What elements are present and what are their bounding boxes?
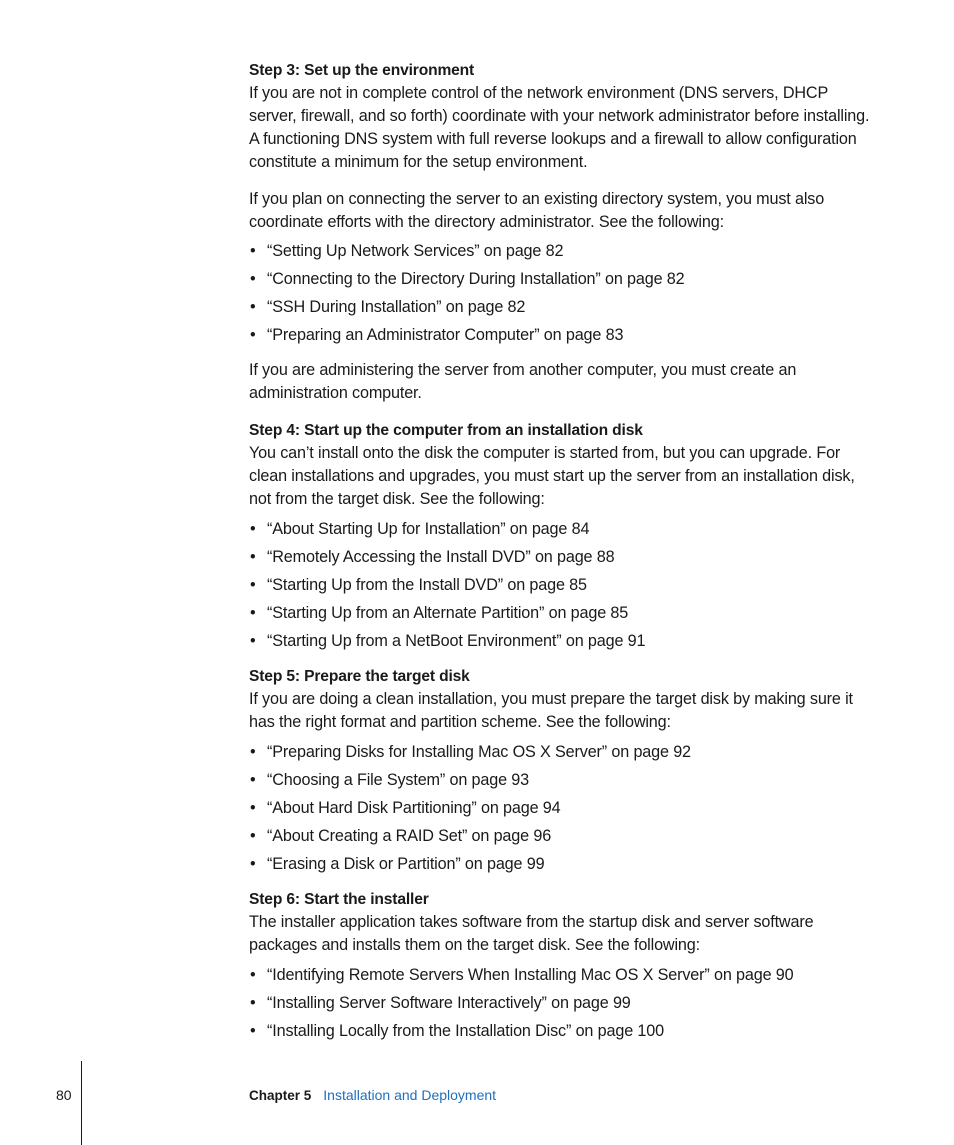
list-item[interactable] xyxy=(249,268,879,291)
bullet-icon: • xyxy=(250,242,256,260)
bullet-icon: • xyxy=(250,548,256,566)
list-item[interactable] xyxy=(249,296,879,319)
list-item-text: “Erasing a Disk or Partition” on page 99 xyxy=(267,855,545,873)
list-item-text: “Setting Up Network Services” on page 82 xyxy=(267,242,564,260)
list-item[interactable] xyxy=(249,546,879,569)
step-6-paragraph-1: The installer application takes software from the startup disk and server software packages and installs them on the target disk. See the following: xyxy=(249,913,814,954)
bullet-icon: • xyxy=(250,520,256,538)
list-item[interactable] xyxy=(249,574,879,597)
bullet-icon: • xyxy=(250,270,256,288)
list-item[interactable] xyxy=(249,992,879,1015)
list-item[interactable] xyxy=(249,964,879,987)
step-4-bullet-list xyxy=(249,518,879,653)
section-step-3 xyxy=(249,59,879,405)
page-number: 80 xyxy=(56,1087,72,1103)
list-item-text: “Starting Up from an Alternate Partition” on page 85 xyxy=(267,604,629,622)
list-item-text: “Starting Up from a NetBoot Environment” on page 91 xyxy=(267,632,646,650)
list-item[interactable] xyxy=(249,630,879,653)
list-item-text: “Installing Locally from the Installation Disc” on page 100 xyxy=(267,1022,664,1040)
bullet-icon: • xyxy=(250,966,256,984)
step-3-bullet-list xyxy=(249,240,879,347)
bullet-icon: • xyxy=(250,632,256,650)
bullet-icon: • xyxy=(250,298,256,316)
list-item-text: “About Hard Disk Partitioning” on page 94 xyxy=(267,799,561,817)
step-5-bullet-list xyxy=(249,741,879,876)
bullet-icon: • xyxy=(250,1022,256,1040)
list-item-text: “Installing Server Software Interactively” on page 99 xyxy=(267,994,631,1012)
step-3-paragraph-3: If you are administering the server from another computer, you must create an administration computer. xyxy=(249,361,797,402)
list-item-text: “Identifying Remote Servers When Installing Mac OS X Server” on page 90 xyxy=(267,966,794,984)
section-step-6 xyxy=(249,888,879,1043)
section-step-4 xyxy=(249,419,879,653)
list-item-text: “Connecting to the Directory During Installation” on page 82 xyxy=(267,270,685,288)
list-item-text: “Preparing an Administrator Computer” on page 83 xyxy=(267,326,624,344)
list-item[interactable] xyxy=(249,797,879,820)
step-5-heading: Step 5: Prepare the target disk xyxy=(249,668,470,685)
step-3-paragraph-1: If you are not in complete control of the network environment (DNS servers, DHCP server, firewall, and so forth) coordinate with your network administrator before installing. A functioning DNS system with full reverse lookups and a firewall to allow configuration constitute a minimum for the setup environment. xyxy=(249,84,870,171)
list-item-text: “About Creating a RAID Set” on page 96 xyxy=(267,827,552,845)
bullet-icon: • xyxy=(250,855,256,873)
list-item[interactable] xyxy=(249,324,879,347)
chapter-label: Chapter 5 xyxy=(249,1088,312,1103)
footer-divider xyxy=(81,1061,82,1145)
list-item[interactable] xyxy=(249,853,879,876)
list-item-text: “SSH During Installation” on page 82 xyxy=(267,298,526,316)
bullet-icon: • xyxy=(250,994,256,1012)
step-3-heading: Step 3: Set up the environment xyxy=(249,62,475,79)
step-6-heading: Step 6: Start the installer xyxy=(249,891,429,908)
chapter-title-link[interactable]: Installation and Deployment xyxy=(323,1087,497,1103)
list-item-text: “Choosing a File System” on page 93 xyxy=(267,771,529,789)
list-item[interactable] xyxy=(249,240,879,263)
section-step-5 xyxy=(249,665,879,876)
step-4-paragraph-1: You can’t install onto the disk the computer is started from, but you can upgrade. For clean installations and upgrades, you must start up the server from an installation disk, not from the target disk. See the following: xyxy=(249,444,855,508)
list-item-text: “About Starting Up for Installation” on page 84 xyxy=(267,520,590,538)
list-item-text: “Starting Up from the Install DVD” on page 85 xyxy=(267,576,587,594)
bullet-icon: • xyxy=(250,827,256,845)
list-item-text: “Preparing Disks for Installing Mac OS X Server” on page 92 xyxy=(267,743,691,761)
list-item[interactable] xyxy=(249,741,879,764)
step-3-paragraph-2: If you plan on connecting the server to an existing directory system, you must also coordinate efforts with the directory administrator. See the following: xyxy=(249,190,825,231)
footer-chapter xyxy=(249,1087,496,1103)
bullet-icon: • xyxy=(250,576,256,594)
list-item-text: “Remotely Accessing the Install DVD” on page 88 xyxy=(267,548,615,566)
bullet-icon: • xyxy=(250,326,256,344)
list-item[interactable] xyxy=(249,1020,879,1043)
list-item[interactable] xyxy=(249,769,879,792)
list-item[interactable] xyxy=(249,602,879,625)
list-item[interactable] xyxy=(249,825,879,848)
bullet-icon: • xyxy=(250,799,256,817)
step-4-heading: Step 4: Start up the computer from an installation disk xyxy=(249,422,643,439)
bullet-icon: • xyxy=(250,743,256,761)
step-6-bullet-list xyxy=(249,964,879,1043)
page-body xyxy=(249,59,879,1055)
list-item[interactable] xyxy=(249,518,879,541)
bullet-icon: • xyxy=(250,771,256,789)
bullet-icon: • xyxy=(250,604,256,622)
step-5-paragraph-1: If you are doing a clean installation, you must prepare the target disk by making sure it has the right format and partition scheme. See the following: xyxy=(249,690,853,731)
